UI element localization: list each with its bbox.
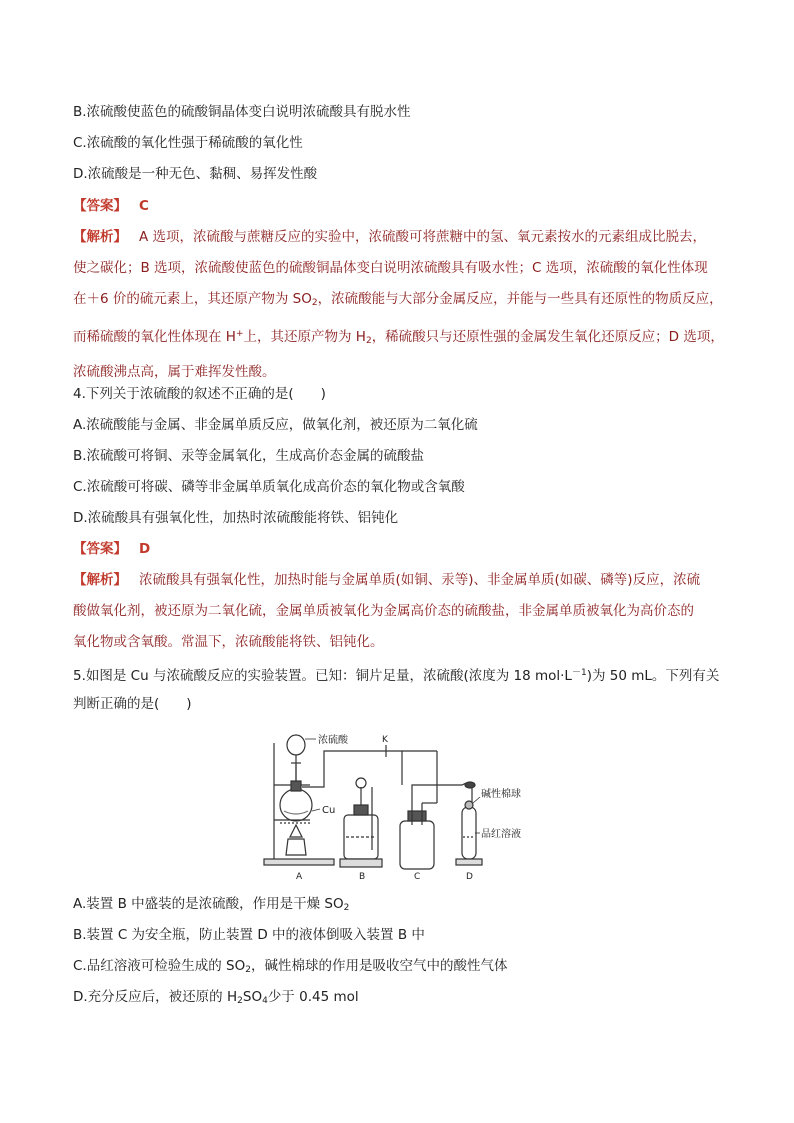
separatory-funnel	[287, 735, 305, 755]
analysis-line: 浓硫酸沸点高，属于难挥发性酸。	[73, 364, 276, 380]
q3-option-d: D.浓硫酸是一种无色、黏稠、易挥发性酸	[73, 166, 318, 182]
q3-option-c: C.浓硫酸的氧化性强于稀硫酸的氧化性	[73, 135, 303, 151]
label-b: B	[359, 872, 366, 882]
flask-stopper	[291, 781, 301, 791]
round-flask	[280, 789, 312, 821]
label-d: D	[466, 872, 473, 882]
label-c: C	[414, 872, 421, 882]
q5-option-d: D.充分反应后，被还原的 $H_2SO_4$少于 0.45 mol	[73, 989, 359, 1006]
label-k: K	[382, 735, 388, 745]
apparatus-figure	[262, 725, 522, 885]
answer-value: D	[139, 541, 151, 557]
label-acid: 浓硫酸	[318, 735, 348, 746]
alcohol-lamp-flame	[290, 825, 302, 837]
q3-option-b: B.浓硫酸使蓝色的硫酸铜晶体变白说明浓硫酸具有脱水性	[73, 104, 411, 120]
label-a: A	[296, 872, 303, 882]
analysis-line: 氧化物或含氧酸。常温下，浓硫酸能将铁、铝钝化。	[73, 634, 384, 650]
analysis-line: 酸做氧化剂，被还原为二氧化硫，金属单质被氧化为金属高价态的硫酸盐，非金属单质被氧化为高价态的	[73, 603, 694, 619]
q5-option-b: B.装置 C 为安全瓶，防止装置 D 中的液体倒吸入装置 B 中	[73, 927, 425, 943]
label-solution: 品红溶液	[481, 829, 521, 840]
bottle-c	[400, 821, 434, 869]
q3-analysis	[73, 222, 725, 388]
answer-tag: 【答案】	[73, 541, 127, 557]
analysis-line: 【解析】 浓硫酸具有强氧化性，加热时能与金属单质(如铜、汞等)、非金属单质(如碳、磷等)反应，浓硫	[73, 572, 701, 588]
q4-option-d: D.浓硫酸具有强氧化性，加热时浓硫酸能将铁、铝钝化	[73, 510, 399, 526]
answer-tag: 【答案】	[73, 198, 127, 214]
q5-stem-line2: 判断正确的是( )	[73, 696, 192, 712]
tube-to-d	[412, 783, 472, 805]
q4-stem: 4.下列关于浓硫酸的叙述不正确的是( )	[73, 386, 326, 402]
q4-answer	[73, 539, 150, 559]
block-b	[340, 859, 382, 867]
alkaline-cotton	[465, 801, 473, 809]
q5-option-c: C.品红溶液可检验生成的 $SO_2$，碱性棉球的作用是吸收空气中的酸性气体	[73, 958, 508, 975]
answer-value: C	[139, 198, 149, 214]
analysis-line: 而稀硫酸的氧化性体现在 H+上，其还原产物为 $H_2$，稀硫酸只与还原性强的金属发生氧化还原反应；D 选项，	[73, 329, 724, 346]
analysis-line: 在＋6 价的硫元素上，其还原产物为 $SO_2$，浓硫酸能与大部分金属反应，并能与一些具有还原性的物质反应，	[73, 291, 723, 308]
q4-option-b: B.浓硫酸可将铜、汞等金属氧化，生成高价态金属的硫酸盐	[73, 448, 425, 464]
test-tube-d	[462, 807, 476, 859]
alcohol-lamp	[286, 839, 306, 855]
stand-base	[264, 859, 334, 865]
analysis-tag: 【解析】	[73, 572, 127, 588]
q4-option-c: C.浓硫酸可将碳、磷等非金属单质氧化成高价态的氧化物或含氧酸	[73, 479, 465, 495]
label-cotton: 碱性棉球	[481, 789, 521, 800]
analysis-line: 【解析】 A 选项，浓硫酸与蔗糖反应的实验中，浓硫酸可将蔗糖中的氢、氧元素按水的元素组成比脱去，	[73, 229, 707, 245]
label-cu: Cu	[322, 805, 336, 816]
analysis-line: 使之碳化；B 选项，浓硫酸使蓝色的硫酸铜晶体变白说明浓硫酸具有吸水性；C 选项，浓硫酸的氧化性体现	[73, 260, 708, 276]
delivery-tube	[302, 751, 402, 787]
q5-stem-line1: 5.如图是 Cu 与浓硫酸反应的实验装置。已知：铜片足量，浓硫酸(浓度为 18 $mol\cdot L^{-1}$)为 50 mL。下列有关	[73, 668, 720, 684]
q5-option-a: A.装置 B 中盛装的是浓硫酸，作用是干燥 $SO_2$	[73, 896, 350, 913]
q4-analysis	[73, 565, 725, 658]
q4-option-a: A.浓硫酸能与金属、非金属单质反应，做氧化剂，被还原为二氧化硫	[73, 417, 478, 433]
analysis-tag: 【解析】	[73, 229, 127, 245]
q3-answer	[73, 196, 149, 216]
